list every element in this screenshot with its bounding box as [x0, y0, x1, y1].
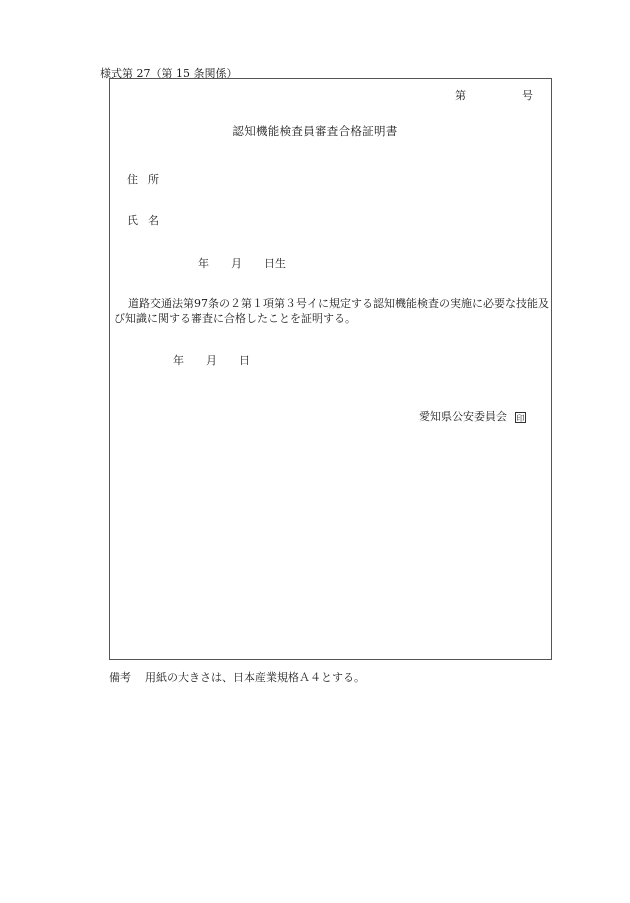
seal-mark: 印	[516, 414, 525, 423]
certificate-frame	[109, 78, 552, 660]
name-label-char-1: 氏	[127, 214, 138, 227]
remarks-note	[109, 669, 365, 685]
address-label-char-1: 住	[127, 173, 138, 186]
address-label-char-2: 所	[148, 173, 159, 186]
address-label	[127, 171, 159, 187]
issue-day-label: 日	[239, 354, 250, 367]
form-number-label: 様式第 27（第 15 条関係）	[100, 67, 238, 80]
remarks-text: 用紙の大きさは、日本産業規格Ａ４とする。	[145, 671, 365, 684]
issuer-line	[419, 408, 526, 424]
birth-day-label: 日生	[264, 257, 286, 270]
certification-statement	[114, 296, 552, 326]
number-suffix: 号	[522, 89, 533, 102]
name-label	[127, 212, 159, 228]
certification-statement-text: 道路交通法第97条の２第１項第３号イに規定する認知機能検査の実施に必要な技能及び知識に関する審査に合格したことを証明する。	[114, 297, 549, 325]
birth-month-label: 月	[231, 257, 242, 270]
issue-year-label: 年	[173, 354, 184, 367]
issue-month-label: 月	[206, 354, 217, 367]
name-label-char-2: 名	[148, 214, 159, 227]
birth-date-line	[198, 255, 286, 271]
certificate-number-line	[455, 87, 533, 103]
number-prefix: 第	[455, 89, 466, 102]
issue-date-line	[173, 352, 250, 368]
issuer-name: 愛知県公安委員会	[419, 410, 507, 423]
certificate-title: 認知機能検査員審査合格証明書	[232, 124, 398, 138]
birth-year-label: 年	[198, 257, 209, 270]
remarks-label: 備考	[109, 671, 131, 684]
